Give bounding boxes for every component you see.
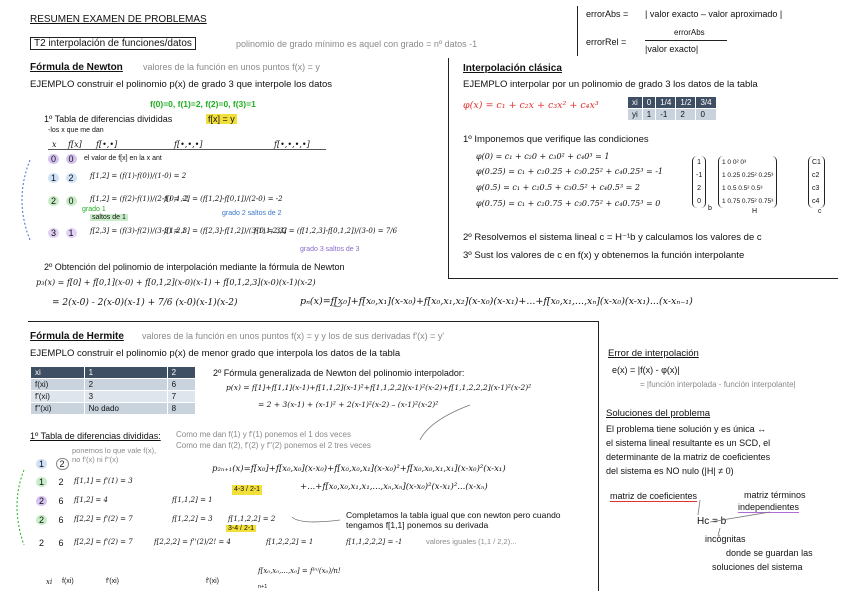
newton-step2: 2º Obtención del polinomio de interpolación mediante la fórmula de Newton [44,262,345,272]
table-cell: 3 [84,391,167,403]
foot-fpxi: f'(xi) [106,578,119,585]
hermite-example: EJEMPLO construir el polinomio p(x) de menor grado que interpola los datos de la tabla [30,348,401,359]
frac-note: 4-3 / 2-1 [234,486,261,493]
topic-box: T2 interpolación de funciones/datos [30,37,196,50]
soluciones-title: Soluciones del problema [606,408,711,419]
soluciones-text-4: del sistema es NO nulo (|H| ≠ 0) [606,466,734,476]
row-fx: 0 [66,196,77,206]
clasica-title: Interpolación clásica [463,63,562,74]
table-cell: f(xi) [31,379,85,391]
row-fx: 2 [66,173,77,183]
grado-3-label: grado 3 saltos de 3 [300,246,360,253]
c-label: c [818,208,822,215]
row-d3: f[1,2,2,2] = 1 [266,538,314,546]
row-fx: 6 [58,538,64,548]
table-cell: 7 [167,391,195,403]
newton-example: EJEMPLO construir el polinomio p(x) de grado 3 que interpole los datos [30,79,333,90]
table-cell: 8 [167,403,195,415]
table-cell: f''(xi) [31,403,85,415]
table-cell: xi [31,367,85,379]
error-formula-2: = |función interpolada - función interpolante| [640,380,796,389]
col-head-fx: f[x] [68,140,82,149]
note-x: -los x que me dan [48,127,104,134]
cond-3: φ(0.75) = c₁ + c₂0.75 + c₃0.75² + c₄0.75³ = 0 [476,199,661,208]
b-label: b [708,205,712,212]
cond-1: φ(0.25) = c₁ + c₂0.25 + c₃0.25² + c₄0.25³ = -1 [476,167,663,176]
table-cell: 1/4 [656,97,676,109]
topic-note: polinomio de grado mínimo es aquel con grado = nº datos -1 [236,39,478,49]
H-label: H [752,208,758,215]
table-cell: 3/4 [696,97,716,109]
note-fx: el valor de f[x] en la x ant [84,155,162,162]
grado-2-label: grado 2 saltos de 2 [222,210,282,217]
col-head-d1: f[•,•] [96,140,118,149]
hc-equation: Hc = b [697,516,727,527]
errabs-formula: | valor exacto – valor aproximado | [645,9,783,19]
incognitas-3: soluciones del sistema [712,562,803,572]
foot-fxi: f(xi) [62,578,74,585]
row-d3: f[0,1,2,3] = (f[1,2,3]-f[0,1,2])/(3-0) = 7/6 [254,227,398,235]
newton-data: f(0)=0, f(1)=2, f(2)=0, f(3)=1 [150,99,256,109]
errrel-numerator: errorAbs [674,28,705,37]
row-d2: f[1,2,3] = (f[2,3]-f[1,2])/(3-1) = 3/2 [164,227,288,235]
col-head-d3: f[•,•,•,•] [274,140,310,149]
col-head-d2: f[•,•,•] [174,140,203,149]
newton-title: Fórmula de Newton [30,62,123,73]
hermite-step2: 2º Fórmula generalizada de Newton del polinomio interpolador: [213,368,465,378]
row-x: 1 [48,173,59,183]
row-fx: 2 [56,458,69,470]
table-cell: 0 [696,109,716,121]
errabs-label: errorAbs = [586,9,629,19]
row-x: 1 [36,477,47,487]
table-cell: 2 [167,367,195,379]
hermite-note1: Como me dan f(1) y f'(1) ponemos el 1 dos veces [176,430,351,439]
hermite-step1: 1º Tabla de diferencias divididas: [30,431,161,441]
table-cell: 6 [167,379,195,391]
row-d4: f[1,1,2,2,2] = -1 [346,538,403,546]
frac-note-2: 3-4 / 2-1 [228,525,255,532]
hermite-px-line: p(x) = f[1]+f[1,1](x-1)+f[1,1,2](x-1)²+f[1,1,2,2](x-1)²(x-2)+f[1,1,2,2,2](x-1)²(x-2)² [226,383,532,392]
vec-entry: c2 [812,172,820,179]
deriv-formula: f[x₀,x₀,...,x₀] = f⁽ⁿ⁾(x₀)/n! [258,567,341,575]
hermite-general-formula: p₂ₙ₊₁(x)=f[x₀]+f[x₀,x₀](x-x₀)+f[x₀,x₀,x₁](x-x₀)²+f[x₀,x₀,x₁,x₁](x-x₀)²(x-x₁) [212,464,506,474]
clasica-step2: 2º Resolvemos el sistema lineal c = H⁻¹b y calculamos los valores de c [463,232,762,243]
error-formula: e(x) = |f(x) - φ(x)| [612,365,680,375]
hermite-note3: ponemos lo que vale f(x), no f'(x) ni f''(x) [72,446,157,464]
row-d3: f[1,1,2,2] = 2 [228,515,276,523]
row-fx: 0 [66,154,77,164]
table-cell: 1 [642,109,655,121]
table-cell: 2 [84,379,167,391]
row-d1: f[2,2] = f'(2) = 7 [74,538,133,546]
vec-entry: 2 [697,185,702,192]
matriz-coef: matriz de coeficientes [610,491,698,501]
vec-entry: C1 [812,159,821,166]
row-x: 1 [36,459,47,469]
table-cell: xi [628,97,643,109]
errrel-label: errorRel = [586,37,627,47]
saltos-1-label: saltos de 1 [92,214,126,221]
table-cell: No dado [84,403,167,415]
mat-row: 1 0.5 0.5² 0.5³ [722,185,763,192]
cond-0: φ(0) = c₁ + c₂0 + c₃0² + c₄0³ = 1 [476,152,610,161]
row-d1: f[1,2] = (f(2)-f(1))/(2-1) = -2 [90,195,189,203]
hermite-general-formula-2: +...+f[x₀,x₀,x₁,x₁,...,xₙ,xₙ](x-x₀)²(x-x₁)²...(x-xₙ) [300,482,488,492]
row-fx: 1 [66,228,77,238]
table-cell: 1/2 [676,97,696,109]
row-d1: f[2,2] = f'(2) = 7 [74,515,133,523]
vec-entry: 0 [697,198,702,205]
errrel-denominator: |valor exacto| [645,44,699,54]
matriz-terms-1: matriz términos [744,490,806,500]
table-cell: 2 [676,109,696,121]
row-fx: 6 [58,515,64,525]
hermite-px-result: = 2 + 3(x-1) + (x-1)² + 2(x-1)²(x-2) – (x-1)²(x-2)² [258,400,439,409]
col-head-x: x [52,140,57,149]
row-x: 3 [48,228,59,238]
matriz-terms-2: independientes [738,502,800,512]
soluciones-text-2: el sistema lineal resultante es un SCD, el [606,438,771,448]
grado-1-label: grado 1 [82,206,106,213]
newton-p3-line: p₃(x) = f[0] + f[0,1](x-0) + f[0,1,2](x-0)(x-1) + f[0,1,2,3](x-0)(x-1)(x-2) [36,278,316,287]
row-fx: 2 [58,477,64,487]
table-cell: 0 [642,97,655,109]
hermite-subtitle: valores de la función en unos puntos f(x) = y y los de sus derivadas f'(x) = y' [142,331,445,341]
newton-p3-result: = 2(x-0) - 2(x-0)(x-1) + 7/6 (x-0)(x-1)(x-2) [52,298,238,308]
row-x: 2 [36,515,47,525]
row-d2: f[0,1,2] = (f[1,2]-f[0,1])/(2-0) = -2 [164,195,283,203]
mat-row: 1 0 0² 0³ [722,159,747,166]
clasica-poly: φ(x) = c₁ + c₂x + c₃x² + c₄x³ [463,100,599,111]
vec-entry: -1 [696,172,703,179]
hermite-title: Fórmula de Hermite [30,331,124,342]
hermite-note2: Como me dan f(2), f'(2) y f''(2) ponemos el 2 tres veces [176,441,371,450]
hermite-equal-vals: valores iguales (1,1 / 2,2)... [426,537,517,546]
row-d2: f[1,1,2] = 1 [172,496,213,504]
row-x: 2 [36,496,47,506]
row-d1: f[1,2] = 4 [74,496,108,504]
row-d2: f[2,2,2] = f''(2)/2! = 4 [154,538,231,546]
vec-entry: 1 [697,159,702,166]
row-x: 2 [39,538,45,548]
vec-entry: c3 [812,185,820,192]
deriv-sub: n+1 [258,584,268,590]
row-x: 2 [48,196,59,206]
row-x: 0 [48,154,59,164]
soluciones-text-3: determinante de la matriz de coeficientes [606,452,771,462]
row-d1: f[1,1] = f'(1) = 3 [74,477,133,485]
newton-step1-tag: f[x] = y [208,114,235,124]
cond-2: φ(0.5) = c₁ + c₂0.5 + c₃0.5² + c₄0.5³ = 2 [476,183,640,192]
soluciones-text-1: El problema tiene solución y es única ↔ [606,424,767,434]
table-cell: f'(xi) [31,391,85,403]
row-d1: f[1,2] = (f(1)-f(0))/(1-0) = 2 [90,172,187,180]
incognitas-2: donde se guardan las [726,548,813,558]
clasica-step3: 3º Sust los valores de c en f(x) y obtenemos la función interpolante [463,250,745,261]
clasica-example: EJEMPLO interpolar por un polinomio de grado 3 los datos de la tabla [463,79,758,90]
newton-general-formula: pₙ(x)=f[x₀]+f[x₀,x₁](x-x₀)+f[x₀,x₁,x₂](x-x₀)(x-x₁)+...+f[x₀,x₁,...,xₙ](x-x₀)(x-x₁)...(x-xₙ₋₁) [300,296,693,307]
row-d2: f[1,2,2] = 3 [172,515,213,523]
mat-row: 1 0.75 0.75² 0.75³ [722,198,774,205]
foot-xi: xi [46,578,53,586]
table-cell: 1 [84,367,167,379]
hermite-completion: Completamos la tabla igual que con newton pero cuando tengamos f[1,1] ponemos su derivada [346,510,561,530]
vec-entry: c4 [812,198,820,205]
clasica-step1: 1º Imponemos que verifique las condiciones [463,134,649,145]
newton-subtitle: valores de la función en unos puntos f(x) = y [143,62,320,72]
row-fx: 6 [58,496,64,506]
foot-fpxi-2: f'(xi) [206,578,219,585]
page-title: RESUMEN EXAMEN DE PROBLEMAS [30,14,207,25]
table-cell: -1 [656,109,676,121]
newton-step1: 1º Tabla de diferencias divididas [44,114,173,124]
error-title: Error de interpolación [608,348,699,359]
mat-row: 1 0.25 0.25² 0.25³ [722,172,774,179]
table-cell: yi [628,109,643,121]
row-d1: f[2,3] = (f(3)-f(2))/(3-2) = 1 [90,227,187,235]
incognitas: incógnitas [705,534,746,544]
